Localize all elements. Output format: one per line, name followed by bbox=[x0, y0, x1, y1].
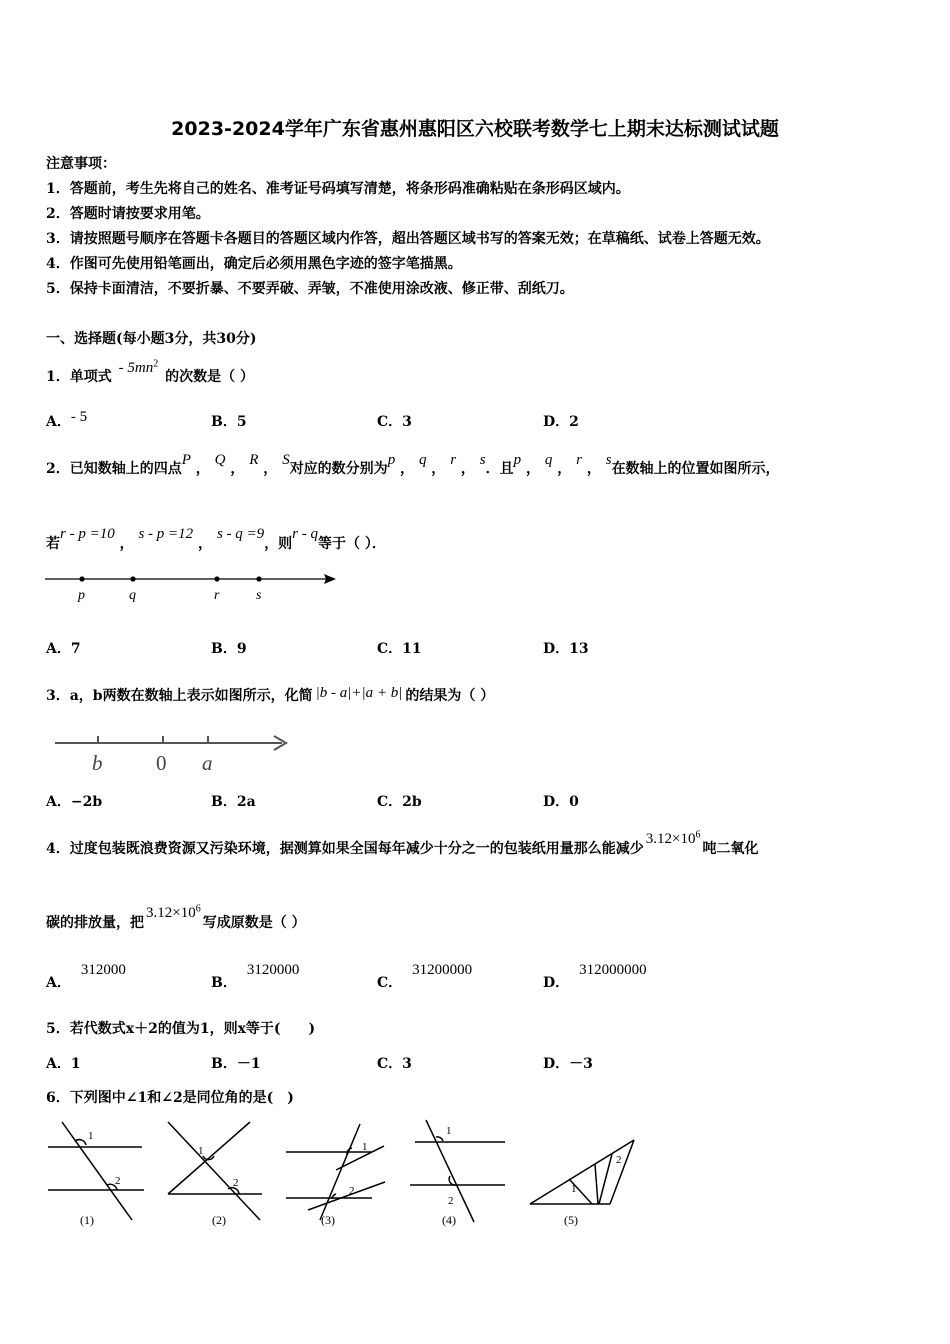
note-item: 5．保持卡面清洁，不要折暴、不要弄破、弄皱，不准使用涂改液、修正带、刮纸刀。 bbox=[46, 281, 574, 297]
q5-option-d[interactable]: D．－3 bbox=[543, 1056, 593, 1072]
fig4-angle-1: 1 bbox=[446, 1125, 452, 1137]
figure-5 bbox=[530, 1140, 634, 1204]
q1-prefix: 1．单项式 bbox=[46, 369, 112, 385]
point-r-dot bbox=[214, 576, 219, 581]
point-p-dot bbox=[79, 576, 84, 581]
q1-option-a[interactable]: A．- 5 bbox=[46, 409, 88, 430]
fig1-angle-2: 2 bbox=[115, 1175, 121, 1187]
axis-label-0: 0 bbox=[156, 751, 167, 775]
q3-option-d[interactable]: D．0 bbox=[543, 794, 579, 810]
figure-3 bbox=[286, 1124, 385, 1220]
figure-2 bbox=[168, 1122, 262, 1220]
point-s-dot bbox=[256, 576, 261, 581]
fig3-angle-2: 2 bbox=[349, 1185, 355, 1197]
q1-option-d[interactable]: D．2 bbox=[543, 414, 579, 430]
question-6: 6．下列图中∠1和∠2是同位角的是( ) bbox=[46, 1090, 294, 1106]
q5-option-c[interactable]: C．3 bbox=[377, 1056, 412, 1072]
fig2-angle-2: 2 bbox=[233, 1177, 239, 1189]
note-item: 2．答题时请按要求用笔。 bbox=[46, 206, 210, 222]
q3-expression: |b - a|+|a + b| bbox=[315, 685, 403, 701]
q1-option-c[interactable]: C．3 bbox=[377, 414, 412, 430]
figure-label-1: (1) bbox=[80, 1213, 94, 1227]
q6-figures bbox=[40, 1112, 650, 1234]
notes-heading: 注意事项： bbox=[46, 156, 116, 172]
point-q: Q bbox=[214, 452, 226, 468]
figure-label-4: (4) bbox=[442, 1213, 456, 1227]
fig1-angle-1: 1 bbox=[88, 1130, 94, 1142]
q4-option-d[interactable]: D．312000000 bbox=[543, 962, 647, 991]
figure-label-2: (2) bbox=[212, 1213, 226, 1227]
fig5-angle-2: 2 bbox=[616, 1154, 622, 1166]
point-s: S bbox=[282, 452, 290, 468]
q2-option-c[interactable]: C．11 bbox=[377, 641, 422, 657]
q4-option-a[interactable]: A．312000 bbox=[46, 962, 126, 991]
q5-option-a[interactable]: A．1 bbox=[46, 1056, 81, 1072]
section-heading: 一、选择题(每小题3分，共30分) bbox=[46, 331, 257, 347]
q3-option-a[interactable]: A．−2b bbox=[46, 794, 103, 810]
axis-label-r: r bbox=[214, 588, 220, 603]
point-q-dot bbox=[130, 576, 135, 581]
eq-2: s - p =12 bbox=[138, 526, 194, 542]
figure-label-3: (3) bbox=[321, 1213, 335, 1227]
point-p: P bbox=[181, 452, 191, 468]
q1-suffix: 的次数是（ ） bbox=[165, 369, 254, 385]
q2-option-d[interactable]: D．13 bbox=[543, 641, 589, 657]
q4-option-b[interactable]: B．3120000 bbox=[211, 962, 300, 991]
axis-label-p: p bbox=[78, 588, 85, 603]
q1-monomial: - 5mn bbox=[118, 360, 154, 376]
note-item: 1．答题前，考生先将自己的姓名、准考证号码填写清楚，将条形码准确粘贴在条形码区域内。 bbox=[46, 181, 630, 197]
q3-option-c[interactable]: C．2b bbox=[377, 794, 422, 810]
q3-number-line bbox=[50, 730, 300, 778]
fig2-angle-1: 1 bbox=[198, 1145, 204, 1157]
q2-option-a[interactable]: A．7 bbox=[46, 641, 81, 657]
question-2-line2: 若r - p =10 ， s - p =12 ， s - q =9，则r - q等于（ ）． bbox=[46, 526, 386, 552]
figure-1 bbox=[48, 1122, 144, 1220]
q2-option-b[interactable]: B．9 bbox=[211, 641, 247, 657]
eq-3: s - q =9 bbox=[216, 526, 265, 542]
q1-option-b[interactable]: B．5 bbox=[211, 414, 247, 430]
q5-option-b[interactable]: B．－1 bbox=[211, 1056, 261, 1072]
axis-label-q: q bbox=[129, 588, 136, 603]
question-2-line1: 2．已知数轴上的四点P ， Q ， R ， S对应的数分别为p ， q ， r ， s．且p ， q ， r ， s在数轴上的位置如图所示， bbox=[46, 452, 780, 477]
eq-1: r - p =10 bbox=[60, 526, 115, 542]
q1-exponent: 2 bbox=[153, 358, 159, 370]
axis-label-a: a bbox=[202, 751, 213, 775]
q4-option-c[interactable]: C．31200000 bbox=[377, 962, 473, 991]
fig5-angle-1: 1 bbox=[571, 1183, 577, 1195]
figure-label-5: (5) bbox=[564, 1213, 578, 1227]
point-r: R bbox=[249, 452, 259, 468]
question-1 bbox=[46, 358, 254, 386]
fig3-angle-1: 1 bbox=[362, 1141, 368, 1153]
q3-option-b[interactable]: B．2a bbox=[211, 794, 256, 810]
question-4-line2: 碳的排放量，把$3.12\times 10^6$写成原数是（ ） bbox=[46, 903, 306, 931]
question-4-line1: 4．过度包装既浪费资源又污染环境，据测算如果全国每年减少十分之一的包装纸用量那么能减少$3.12\times 10^6$吨二氧化 bbox=[46, 829, 759, 857]
page-title: 2023-2024学年广东省惠州惠阳区六校联考数学七上期末达标测试试题 bbox=[171, 118, 779, 140]
axis-label-b: b bbox=[92, 751, 103, 775]
q4-number: 3.12×10 bbox=[645, 831, 696, 847]
fig4-angle-2: 2 bbox=[448, 1195, 454, 1207]
question-5: 5．若代数式x＋2的值为1，则x等于( ) bbox=[46, 1021, 316, 1037]
note-item: 4．作图可先使用铅笔画出，确定后必须用黑色字迹的签字笔描黑。 bbox=[46, 256, 462, 272]
axis-label-s: s bbox=[256, 588, 262, 603]
question-3: 3．a，b两数在数轴上表示如图所示，化简 |b - a|+|a + b| 的结果为（ ） bbox=[46, 685, 495, 704]
target-expr: r - q bbox=[292, 526, 318, 542]
q2-number-line bbox=[40, 568, 350, 608]
note-item: 3．请按照题号顺序在答题卡各题目的答题区域内作答，超出答题区域书写的答案无效；在草稿纸、试卷上答题无效。 bbox=[46, 231, 770, 247]
figure-4 bbox=[410, 1120, 505, 1222]
